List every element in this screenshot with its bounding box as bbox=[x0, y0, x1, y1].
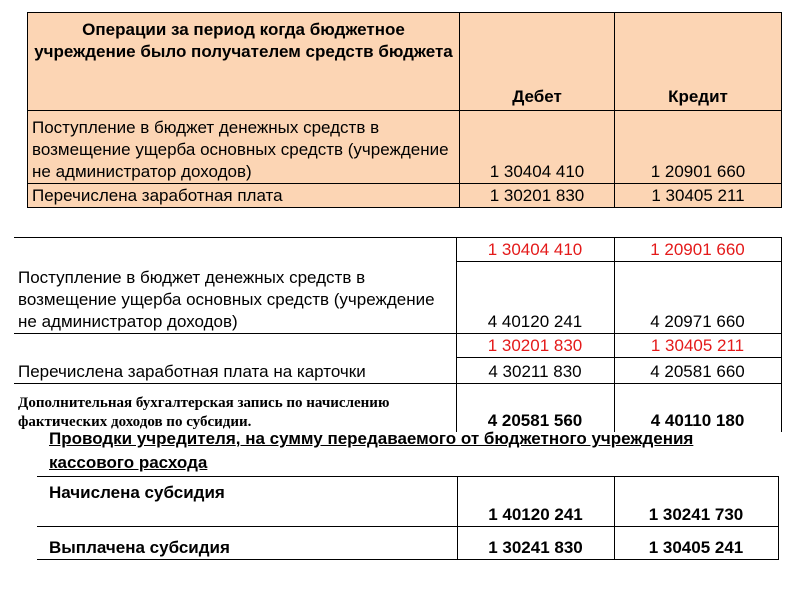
caption-bold-part: Проводки учредителя bbox=[49, 429, 236, 448]
table2-row4-debit: 4 30211 830 bbox=[456, 358, 614, 384]
table1-row2-debit: 1 30201 830 bbox=[460, 184, 615, 208]
table3-row2-credit: 1 30405 241 bbox=[614, 527, 778, 560]
table-row bbox=[14, 334, 781, 358]
table2-row5-credit: 4 40110 180 bbox=[614, 384, 781, 432]
caption-rest: , на сумму передаваемого от бюджетного учреждения кассового расхода bbox=[49, 429, 694, 472]
operations-table-budget-recipient bbox=[27, 12, 782, 208]
operations-table-autonomous bbox=[14, 237, 782, 432]
table-row bbox=[14, 358, 781, 384]
table3-row1-debit: 1 40120 241 bbox=[457, 477, 614, 527]
table2-row2-debit: 4 40120 241 bbox=[456, 262, 614, 334]
table2-row3-credit: 1 30405 211 bbox=[614, 334, 781, 358]
founder-entries-table bbox=[37, 476, 779, 560]
table2-row1-text bbox=[14, 238, 456, 262]
table2-row1-debit: 1 30404 410 bbox=[456, 238, 614, 262]
table-row bbox=[14, 238, 781, 262]
table1-row2-credit: 1 30405 211 bbox=[615, 184, 782, 208]
table3-row2-text: Выплачена субсидия bbox=[37, 527, 457, 560]
table3-row1-text: Начислена субсидия bbox=[37, 477, 457, 527]
table2-row5-debit: 4 20581 560 bbox=[456, 384, 614, 432]
table3-row1-credit: 1 30241 730 bbox=[614, 477, 778, 527]
table2-row5-text: Дополнительная бухгалтерская запись по начислению фактических доходов по субсидии. bbox=[14, 384, 456, 432]
table1-header-credit: Кредит bbox=[615, 13, 782, 111]
table1-row1-debit: 1 30404 410 bbox=[460, 111, 615, 184]
table2-row2-credit: 4 20971 660 bbox=[614, 262, 781, 334]
table2-row4-text: Перечислена заработная плата на карточки bbox=[18, 362, 366, 381]
table-row bbox=[28, 184, 782, 208]
table2-row2-text: Поступление в бюджет денежных средств в возмещение ущерба основных средств (учреждение не администратор доходов) bbox=[18, 268, 435, 331]
table1-row1-text: Поступление в бюджет денежных средств в возмещение ущерба основных средств (учреждение не администратор доходов) bbox=[28, 111, 460, 184]
table1-header-row bbox=[28, 13, 782, 111]
table1-row2-text: Перечислена заработная плата bbox=[28, 184, 460, 208]
table-row bbox=[37, 477, 778, 527]
table2-row1-credit: 1 20901 660 bbox=[614, 238, 781, 262]
table-row bbox=[14, 384, 781, 432]
table1-header-debit: Дебет bbox=[460, 13, 615, 111]
table1-header-operations: Операции за период когда бюджетное учреждение было получателем средств бюджета bbox=[28, 13, 460, 111]
founder-entries-caption bbox=[49, 427, 769, 475]
table2-row4-credit: 4 20581 660 bbox=[614, 358, 781, 384]
table3-row2-debit: 1 30241 830 bbox=[457, 527, 614, 560]
table2-row3-text bbox=[14, 334, 456, 358]
table2-row3-debit: 1 30201 830 bbox=[456, 334, 614, 358]
table-row bbox=[14, 262, 781, 334]
table-row bbox=[28, 111, 782, 184]
table1-row1-credit: 1 20901 660 bbox=[615, 111, 782, 184]
table-row bbox=[37, 527, 778, 560]
